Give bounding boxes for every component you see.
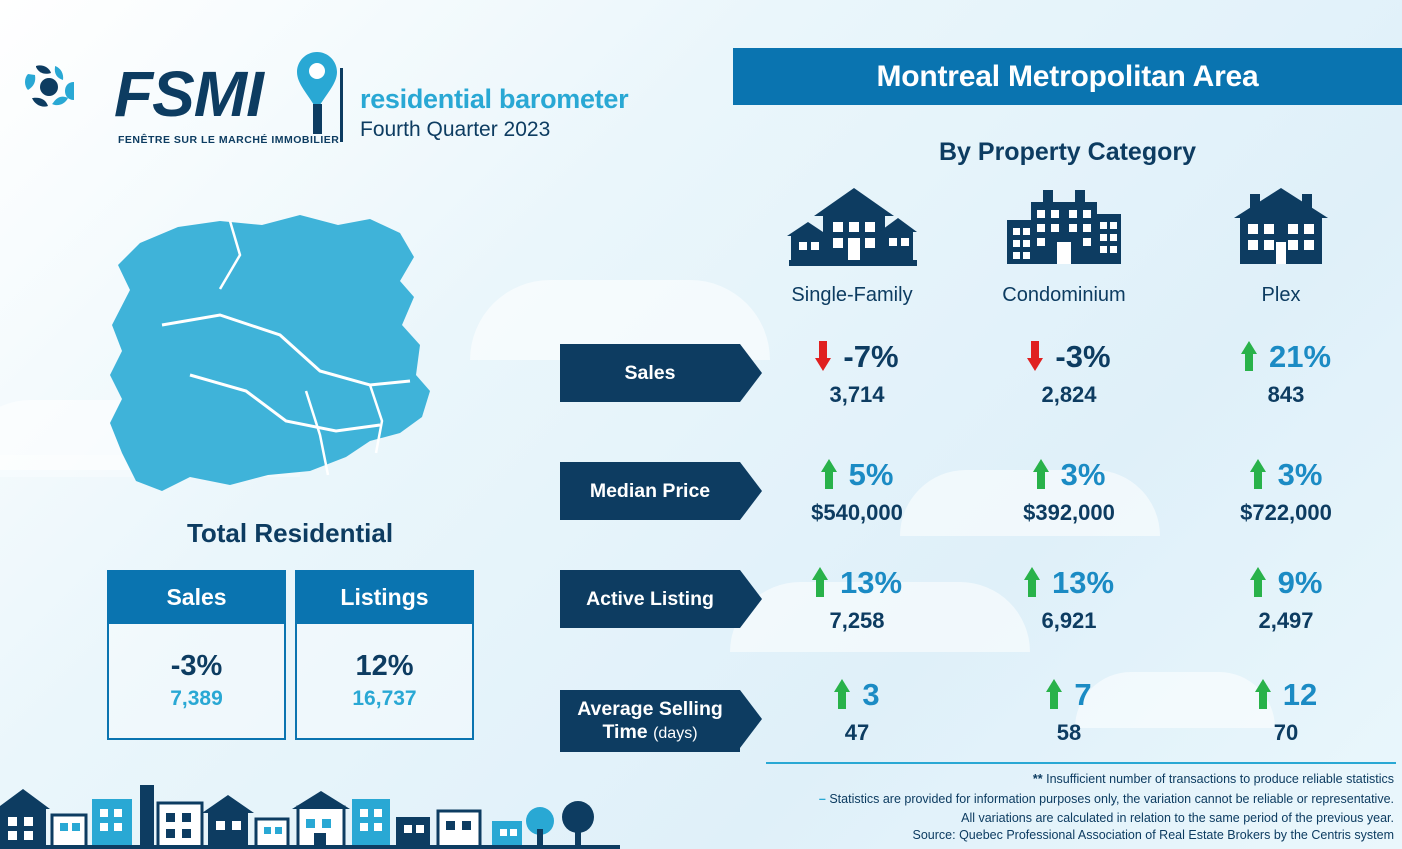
cell-pct: 5% (848, 456, 894, 492)
footnote-2 (694, 790, 1394, 808)
cell-median-price-plex (1181, 452, 1391, 528)
cell-average-selling-time-plex (1181, 672, 1391, 748)
product-name: residential barometer (360, 84, 629, 114)
total-residential-listings-header: Listings (295, 570, 474, 624)
cell-pct: 13% (1051, 564, 1115, 600)
cell-value: 843 (1267, 382, 1305, 407)
arrow-up-icon (812, 567, 828, 597)
map-shape-icon (70, 185, 480, 515)
cell-value: $392,000 (1023, 500, 1115, 525)
arrow-up-icon (821, 459, 837, 489)
region-title: Montreal Metropolitan Area (876, 59, 1259, 93)
metric-label-active-listing (560, 570, 740, 628)
category-label-plex: Plex (1261, 284, 1301, 306)
total-residential-listings-body (295, 624, 474, 740)
cell-average-selling-time-condominium (964, 672, 1174, 748)
section-title: By Property Category (938, 138, 1197, 166)
cell-pct: 9% (1277, 564, 1323, 600)
cell-pct: 13% (839, 564, 903, 600)
metric-label-sales (560, 344, 740, 402)
cell-median-price-single-family (752, 452, 962, 528)
metric-label-average-selling-time-main: Average Selling Time (577, 698, 723, 743)
city-skyline-decoration (0, 759, 620, 849)
montreal-metropolitan-map (70, 185, 480, 515)
footnote-1-marker: ** (1032, 772, 1043, 786)
condominium-building-icon (964, 180, 1164, 276)
arrow-up-icon (1024, 567, 1040, 597)
cell-pct: 3 (862, 676, 880, 712)
arrow-up-icon (1250, 567, 1266, 597)
brand-name: FSMI (114, 58, 263, 130)
cell-pct: 3% (1060, 456, 1106, 492)
category-header-single-family (752, 180, 952, 307)
total-residential-listings-value: 16,737 (352, 687, 417, 711)
cell-value: 2,824 (1041, 382, 1097, 407)
metric-label-average-selling-time-unit: (days) (653, 725, 698, 742)
footnote-divider (766, 762, 1396, 764)
footnote-2-text: Statistics are provided for information purposes only, the variation cannot be reliable or representative. (829, 792, 1394, 806)
total-residential-sales-value: 7,389 (170, 687, 223, 711)
cell-pct: 7 (1074, 676, 1092, 712)
metric-label-median-price (560, 462, 740, 520)
arrow-up-icon (1033, 459, 1049, 489)
brand-tagline: FENÊTRE SUR LE MARCHÉ IMMOBILIER (118, 134, 340, 146)
category-label-condominium: Condominium (1002, 284, 1126, 306)
cell-value: 58 (1056, 720, 1082, 745)
cell-pct: -7% (843, 338, 899, 374)
plex-house-icon (1181, 180, 1381, 276)
cell-value: $722,000 (1240, 500, 1332, 525)
arrow-up-icon (1241, 341, 1257, 371)
category-label-single-family: Single-Family (791, 284, 913, 306)
arrow-up-icon (1255, 679, 1271, 709)
cell-value: 6,921 (1041, 608, 1097, 633)
cell-sales-condominium (964, 334, 1174, 410)
logo-divider (340, 68, 343, 142)
total-residential-listings-pct: 12% (355, 649, 414, 682)
total-residential-listings-column (295, 570, 474, 740)
cell-value: 70 (1273, 720, 1299, 745)
footnote-1 (694, 770, 1394, 788)
single-family-house-icon (752, 180, 952, 276)
metric-label-active-listing-text: Active Listing (586, 587, 714, 610)
category-header-condominium (964, 180, 1164, 307)
report-period: Fourth Quarter 2023 (360, 118, 551, 141)
total-residential-sales-column (107, 570, 286, 740)
cell-value: 7,258 (829, 608, 885, 633)
cell-pct: 21% (1268, 338, 1332, 374)
arrow-up-icon (1250, 459, 1266, 489)
total-residential-sales-pct: -3% (170, 649, 223, 682)
cell-active-listing-condominium (964, 560, 1174, 636)
metric-label-average-selling-time-text (566, 698, 734, 744)
cell-sales-single-family (752, 334, 962, 410)
total-residential-title: Total Residential (186, 518, 394, 548)
cell-value: $540,000 (811, 500, 903, 525)
region-title-bar (733, 48, 1402, 105)
metric-label-average-selling-time (560, 690, 740, 752)
cell-value: 3,714 (829, 382, 885, 407)
cell-active-listing-single-family (752, 560, 962, 636)
footnote-2-marker: – (818, 792, 826, 806)
total-residential-sales-body (107, 624, 286, 740)
cell-pct: -3% (1055, 338, 1111, 374)
total-residential-table (107, 570, 474, 740)
brand-logo (22, 38, 642, 148)
cell-pct: 3% (1277, 456, 1323, 492)
footnote-4: Source: Quebec Professional Association of Real Estate Brokers by the Centris system (912, 828, 1394, 842)
metric-label-median-price-text: Median Price (589, 479, 711, 502)
arrow-up-icon (834, 679, 850, 709)
cell-active-listing-plex (1181, 560, 1391, 636)
cell-median-price-condominium (964, 452, 1174, 528)
fsmi-logo-mark-icon (22, 60, 94, 122)
cell-value: 47 (844, 720, 870, 745)
arrow-down-icon (1027, 341, 1043, 371)
arrow-up-icon (1046, 679, 1062, 709)
cell-pct: 12 (1282, 676, 1318, 712)
map-pin-icon (294, 50, 340, 134)
footnote-1-text: Insufficient number of transactions to produce reliable statistics (1046, 772, 1394, 786)
metric-label-sales-text: Sales (624, 361, 676, 384)
cell-sales-plex (1181, 334, 1391, 410)
category-header-plex (1181, 180, 1381, 307)
footnote-3: All variations are calculated in relation to the same period of the previous year. (961, 811, 1394, 825)
arrow-down-icon (815, 341, 831, 371)
cell-average-selling-time-single-family (752, 672, 962, 748)
cell-value: 2,497 (1258, 608, 1314, 633)
total-residential-sales-header: Sales (107, 570, 286, 624)
